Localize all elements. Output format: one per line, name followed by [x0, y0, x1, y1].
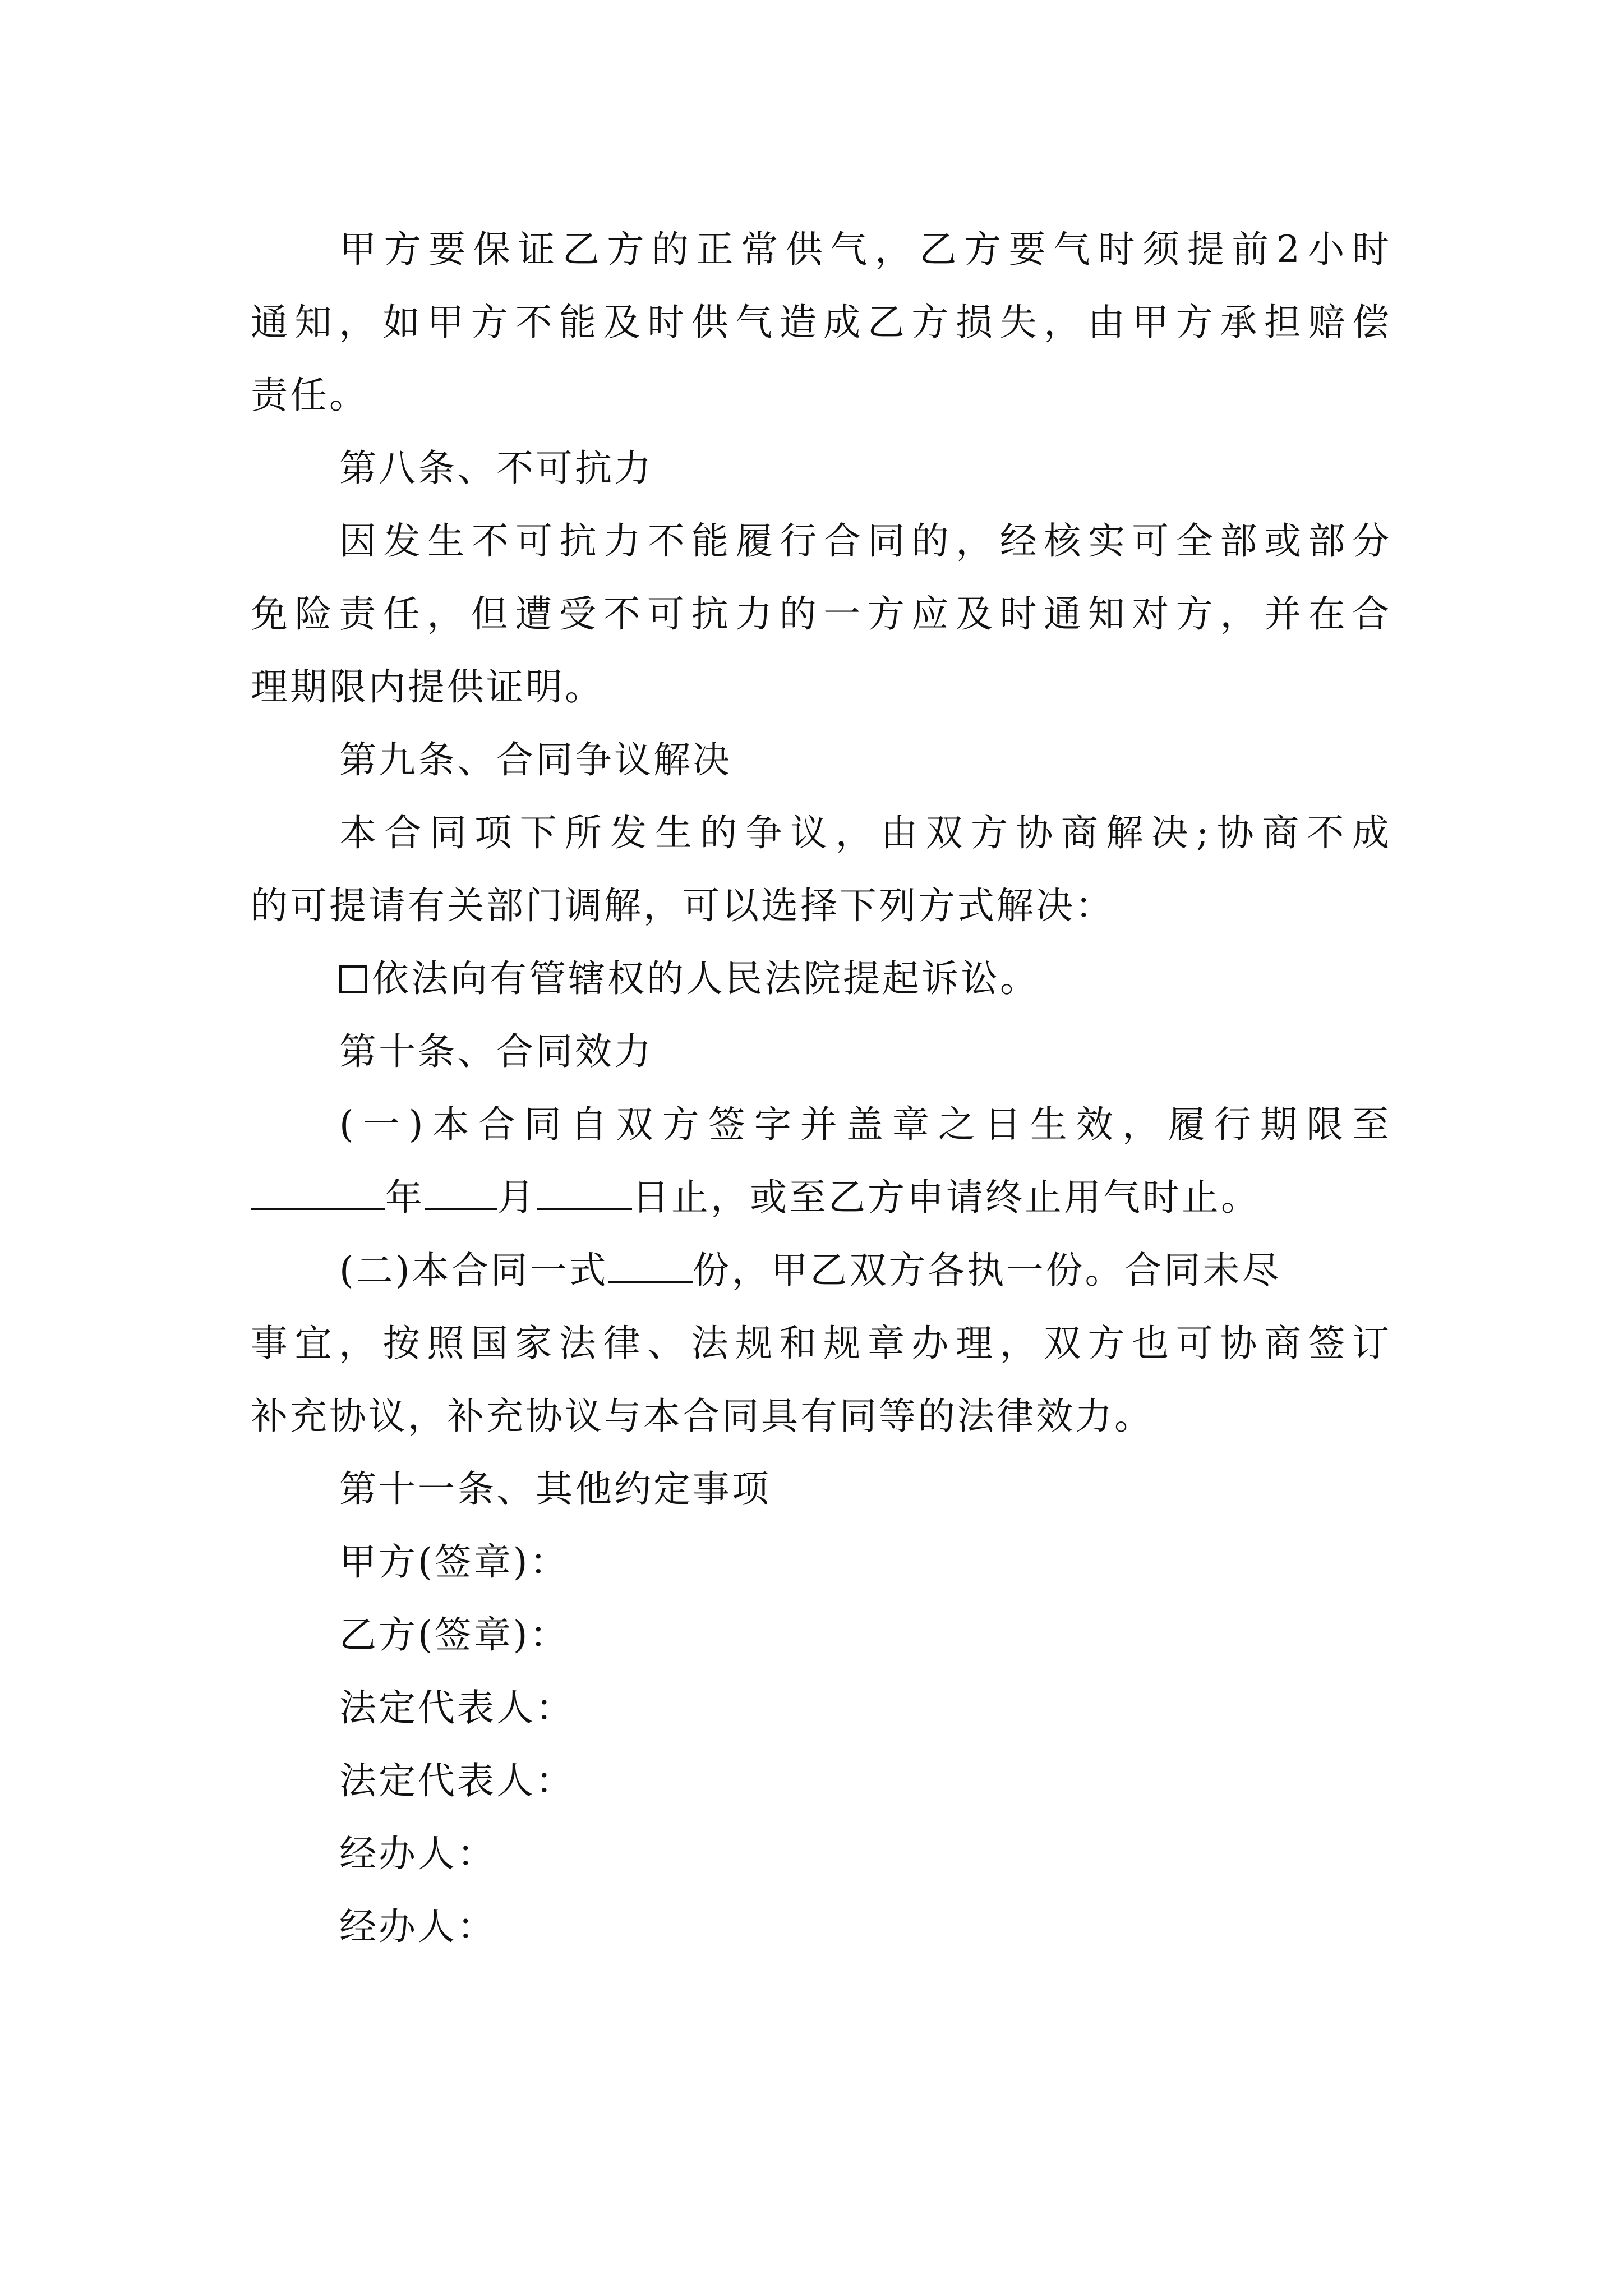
article-heading: 第十一条、其他约定事项 — [339, 1467, 771, 1511]
agent-b: 经办人： — [339, 1905, 496, 1948]
year-label: 年 — [385, 1176, 425, 1219]
signature-party-b: 乙方(签章)： — [339, 1613, 569, 1657]
paragraph-line: 因发生不可抗力不能履行合同的，经核实可全部或部分 — [339, 519, 1389, 563]
paragraph-line: 补充协议，补充协议与本合同具有同等的法律效力。 — [251, 1395, 1154, 1438]
signature-party-a: 甲方(签章)： — [339, 1540, 569, 1584]
paragraph-line: 责任。 — [251, 374, 368, 417]
term-line — [251, 1161, 1389, 1234]
term-tail: 日止，或至乙方申请终止用气时止。 — [632, 1176, 1260, 1219]
checkbox-icon[interactable] — [339, 965, 367, 993]
agent-a: 经办人： — [339, 1832, 496, 1875]
copies-suffix: 份，甲乙双方各执一份。合同未尽 — [692, 1249, 1281, 1292]
paragraph-line: 的可提请有关部门调解，可以选择下列方式解决： — [251, 884, 1114, 927]
article-heading: 第八条、不可抗力 — [339, 447, 653, 490]
legal-rep-b: 法定代表人： — [339, 1759, 575, 1802]
month-label: 月 — [497, 1176, 537, 1219]
option-text: 依法向有管辖权的人民法院提起诉讼。 — [372, 957, 1039, 1000]
year-blank[interactable] — [251, 1171, 385, 1210]
copies-line — [251, 1234, 1389, 1307]
legal-rep-a: 法定代表人： — [339, 1686, 575, 1729]
paragraph-line: 理期限内提供证明。 — [251, 665, 604, 708]
copies-blank[interactable] — [608, 1244, 693, 1283]
paragraph-line: (一)本合同自双方签字并盖章之日生效，履行期限至 — [339, 1103, 1389, 1146]
article-heading: 第九条、合同争议解决 — [339, 738, 732, 781]
paragraph-line: 甲方要保证乙方的正常供气，乙方要气时须提前2小时 — [339, 228, 1389, 271]
article-heading: 第十条、合同效力 — [339, 1030, 653, 1073]
day-blank[interactable] — [537, 1171, 632, 1210]
paragraph-line: 通知，如甲方不能及时供气造成乙方损失，由甲方承担赔偿 — [251, 301, 1389, 344]
option-line — [251, 942, 1389, 1015]
paragraph-line: 免险责任，但遭受不可抗力的一方应及时通知对方，并在合 — [251, 592, 1389, 636]
paragraph-line: 事宜，按照国家法律、法规和规章办理，双方也可协商签订 — [251, 1322, 1389, 1365]
copies-prefix: (二)本合同一式 — [339, 1249, 608, 1292]
paragraph-line: 本合同项下所发生的争议，由双方协商解决;协商不成 — [339, 811, 1389, 854]
document-page — [251, 213, 1389, 1963]
month-blank[interactable] — [425, 1171, 497, 1210]
